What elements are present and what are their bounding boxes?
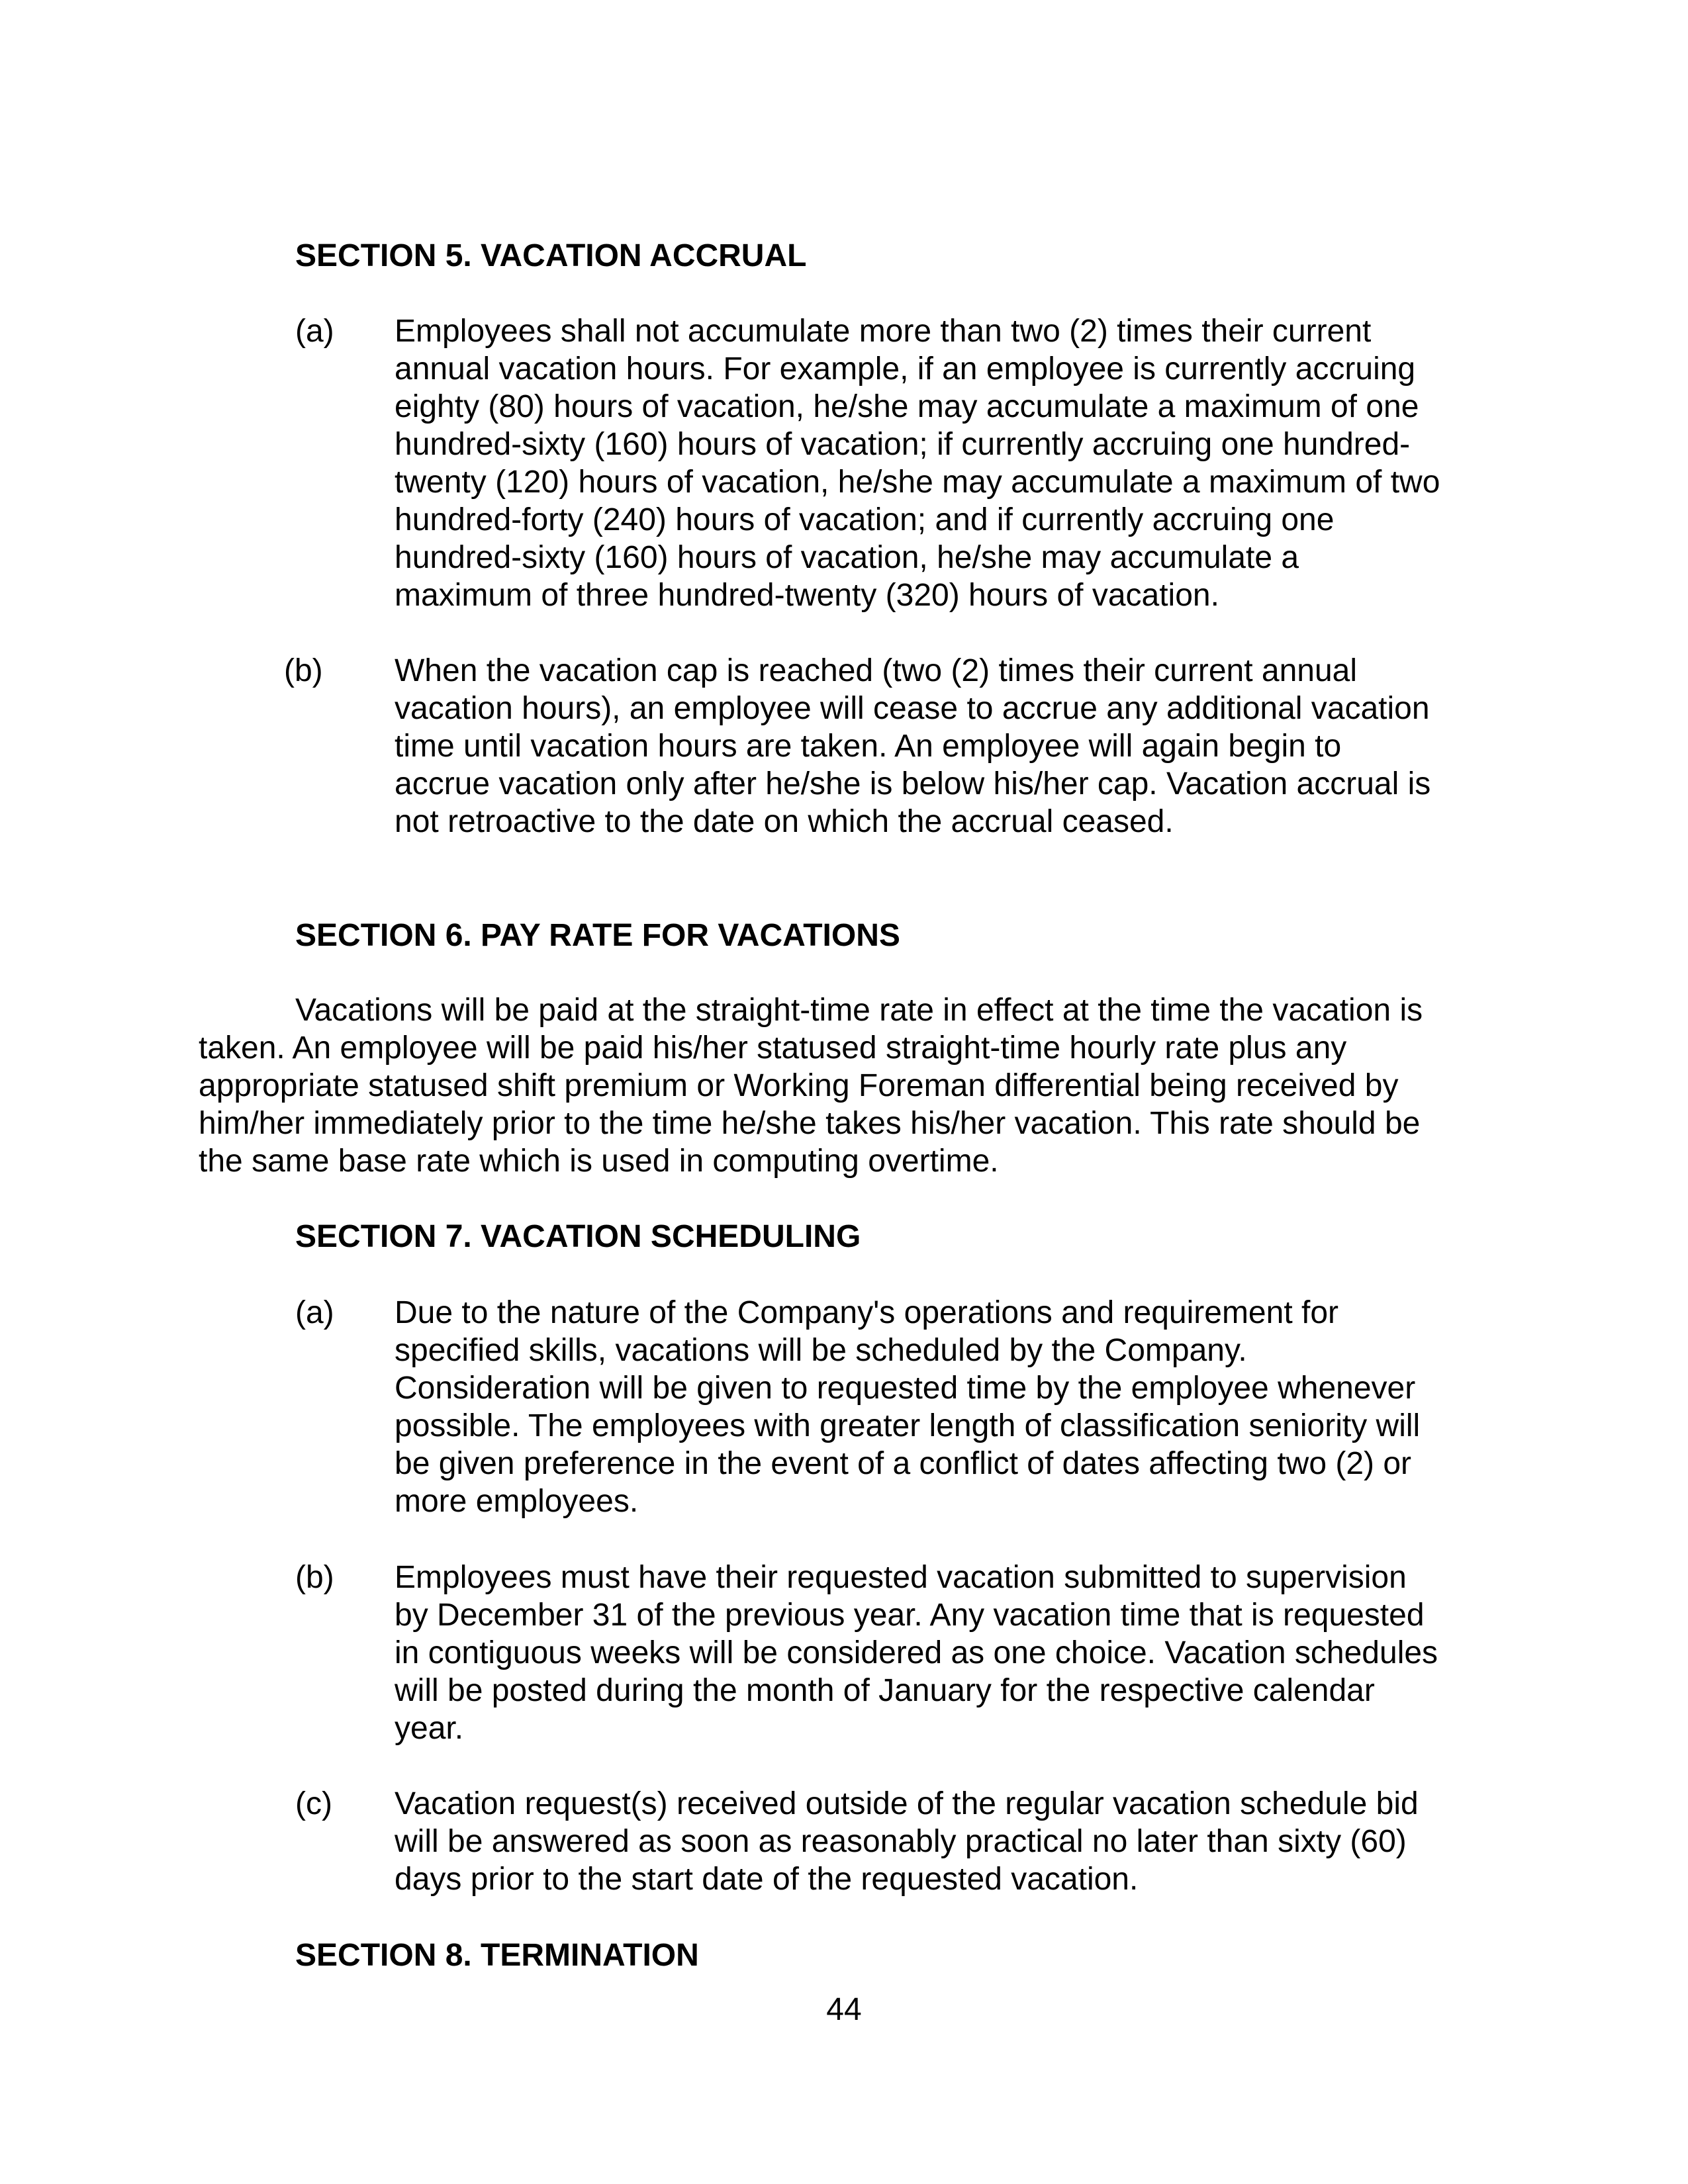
text-line: hundred-sixty (160) hours of vacation, he/she may accumulate a bbox=[395, 540, 1299, 575]
text-line: more employees. bbox=[395, 1484, 639, 1519]
section-7-heading: SECTION 7. VACATION SCHEDULING bbox=[295, 1219, 861, 1254]
text-line: Employees shall not accumulate more than two (2) times their current bbox=[395, 314, 1372, 349]
text-line: not retroactive to the date on which the accrual ceased. bbox=[395, 804, 1174, 839]
text-line: possible. The employees with greater length of classification seniority will bbox=[395, 1408, 1421, 1443]
text-line: When the vacation cap is reached (two (2) times their current annual bbox=[395, 653, 1358, 688]
text-line: maximum of three hundred-twenty (320) hours of vacation. bbox=[395, 578, 1219, 613]
text-line: appropriate statused shift premium or Working Foreman differential being received by bbox=[199, 1068, 1399, 1103]
item-text bbox=[395, 1785, 1493, 1898]
text-line: vacation hours), an employee will cease to accrue any additional vacation bbox=[395, 691, 1430, 726]
page-number: 44 bbox=[826, 1992, 862, 2027]
text-line: specified skills, vacations will be scheduled by the Company. bbox=[395, 1333, 1247, 1368]
text-line: Employees must have their requested vacation submitted to supervision bbox=[395, 1560, 1407, 1595]
text-line: year. bbox=[395, 1711, 464, 1746]
text-line: taken. An employee will be paid his/her statused straight-time hourly rate plus any bbox=[199, 1030, 1347, 1066]
text-line: hundred-forty (240) hours of vacation; and if currently accruing one bbox=[395, 502, 1335, 537]
item-text bbox=[395, 1294, 1493, 1520]
item-marker: (b) bbox=[284, 653, 323, 688]
section-6-heading: SECTION 6. PAY RATE FOR VACATIONS bbox=[295, 918, 900, 953]
text-line: him/her immediately prior to the time he/she takes his/her vacation. This rate should be bbox=[199, 1106, 1421, 1141]
item-text bbox=[395, 312, 1493, 614]
section-6-paragraph bbox=[199, 991, 1496, 1180]
section-8-heading: SECTION 8. TERMINATION bbox=[295, 1938, 699, 1973]
text-line: Vacations will be paid at the straight-time rate in effect at the time the vacation is bbox=[295, 993, 1423, 1028]
text-line: days prior to the start date of the requested vacation. bbox=[395, 1862, 1139, 1897]
text-line: accrue vacation only after he/she is below his/her cap. Vacation accrual is bbox=[395, 766, 1431, 801]
section-5-heading: SECTION 5. VACATION ACCRUAL bbox=[295, 238, 807, 273]
text-line: by December 31 of the previous year. Any vacation time that is requested bbox=[395, 1598, 1425, 1633]
text-line: Due to the nature of the Company's operations and requirement for bbox=[395, 1295, 1339, 1330]
text-line: annual vacation hours. For example, if an employee is currently accruing bbox=[395, 351, 1416, 387]
text-line: be given preference in the event of a conflict of dates affecting two (2) or bbox=[395, 1446, 1412, 1481]
item-marker: (a) bbox=[295, 314, 334, 349]
item-marker: (a) bbox=[295, 1295, 334, 1330]
item-text bbox=[395, 1559, 1493, 1747]
item-marker: (c) bbox=[295, 1786, 332, 1821]
text-line: will be posted during the month of January for the respective calendar bbox=[395, 1673, 1375, 1708]
text-line: in contiguous weeks will be considered as one choice. Vacation schedules bbox=[395, 1635, 1438, 1670]
item-marker: (b) bbox=[295, 1560, 334, 1595]
text-line: eighty (80) hours of vacation, he/she may accumulate a maximum of one bbox=[395, 389, 1419, 424]
text-line: will be answered as soon as reasonably practical no later than sixty (60) bbox=[395, 1824, 1407, 1859]
text-line: Vacation request(s) received outside of the regular vacation schedule bid bbox=[395, 1786, 1419, 1821]
text-line: twenty (120) hours of vacation, he/she may accumulate a maximum of two bbox=[395, 465, 1440, 500]
text-line: the same base rate which is used in computing overtime. bbox=[199, 1144, 999, 1179]
item-text bbox=[395, 652, 1493, 841]
text-line: Consideration will be given to requested time by the employee whenever bbox=[395, 1371, 1416, 1406]
text-line: hundred-sixty (160) hours of vacation; if currently accruing one hundred- bbox=[395, 427, 1411, 462]
text-line: time until vacation hours are taken. An employee will again begin to bbox=[395, 729, 1342, 764]
